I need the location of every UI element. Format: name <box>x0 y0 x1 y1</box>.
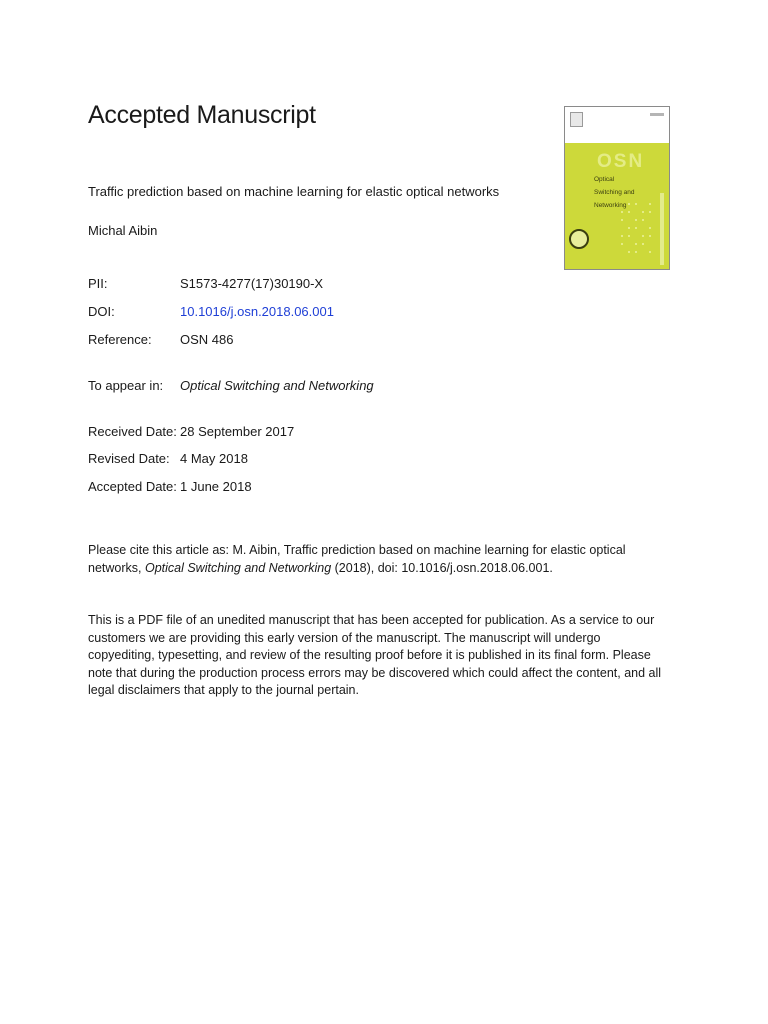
cover-dot <box>649 211 651 213</box>
cover-dot <box>635 203 637 205</box>
author-name: Michal Aibin <box>88 223 158 238</box>
cover-title-line-2: Switching and <box>594 189 635 196</box>
citation-prefix: Please cite this article as: M. Aibin, Traffic prediction based on machine learning for elastic optical networks, <box>88 543 626 575</box>
cover-title-line-3: Networking <box>594 202 627 209</box>
article-title: Traffic prediction based on machine learning for elastic optical networks <box>88 184 500 199</box>
revised-label: Revised Date: <box>88 451 170 466</box>
meta-row-reference <box>88 332 548 350</box>
doi-link[interactable]: 10.1016/j.osn.2018.06.001 <box>180 304 334 319</box>
cover-dot <box>628 211 630 213</box>
cover-dot <box>621 211 623 213</box>
page-heading: Accepted Manuscript <box>88 101 316 129</box>
cover-dot <box>642 243 644 245</box>
accepted-label: Accepted Date: <box>88 479 177 494</box>
publisher-logo-icon <box>570 112 583 127</box>
meta-row-received-date <box>88 424 548 442</box>
pii-label: PII: <box>88 276 108 291</box>
reference-label: Reference: <box>88 332 152 347</box>
cover-dot <box>628 235 630 237</box>
cover-dot <box>635 227 637 229</box>
appear-label: To appear in: <box>88 378 164 393</box>
cover-dot <box>635 219 637 221</box>
reference-value: OSN 486 <box>180 332 234 347</box>
cover-color-band <box>565 143 669 269</box>
citation-journal: Optical Switching and Networking <box>144 560 332 575</box>
cover-dot <box>649 203 651 205</box>
meta-row-appear-in <box>88 378 548 396</box>
received-label: Received Date: <box>88 424 177 439</box>
cover-dot <box>628 227 630 229</box>
cover-side-strip <box>660 193 664 265</box>
cover-dot <box>628 203 630 205</box>
cover-dot <box>642 235 644 237</box>
meta-row-pii <box>88 276 548 294</box>
cover-issn-mark <box>650 113 664 116</box>
doi-label: DOI: <box>88 304 115 319</box>
meta-row-revised-date <box>88 451 548 469</box>
citation-paragraph <box>88 542 648 577</box>
journal-name: Optical Switching and Networking <box>180 378 374 393</box>
accepted-value: 1 June 2018 <box>180 479 252 494</box>
cover-dot <box>621 235 623 237</box>
revised-value: 4 May 2018 <box>180 451 248 466</box>
pii-value: S1573-4277(17)30190-X <box>180 276 324 291</box>
cover-dot-pattern <box>621 203 657 259</box>
cover-dot <box>649 227 651 229</box>
cover-dot <box>649 235 651 237</box>
impact-badge-icon <box>569 229 589 249</box>
cover-dot <box>621 219 623 221</box>
journal-cover-image <box>564 106 670 270</box>
cover-acronym: OSN <box>597 151 645 172</box>
cover-dot <box>635 251 637 253</box>
cover-dot <box>642 219 644 221</box>
cover-dot <box>642 211 644 213</box>
cover-header <box>565 107 669 143</box>
cover-dot <box>621 243 623 245</box>
cover-title-line-1: Optical <box>594 176 615 183</box>
citation-suffix: (2018), doi: 10.1016/j.osn.2018.06.001. <box>331 560 553 575</box>
meta-row-doi <box>88 304 548 322</box>
cover-dot <box>635 243 637 245</box>
cover-dot <box>628 251 630 253</box>
meta-row-accepted-date <box>88 479 548 497</box>
manuscript-notice: This is a PDF file of an unedited manuscript that has been accepted for publication. As a service to our customers we are providing this early version of the manuscript. The manuscript will undergo copyediting, typesetting, and review of the resulting proof before it is published in its final form. Please note that during the production process errors may be discovered which could affect the content, and all legal disclaimers that apply to the journal pertain. <box>88 613 662 697</box>
cover-dot <box>649 251 651 253</box>
received-value: 28 September 2017 <box>180 424 295 439</box>
